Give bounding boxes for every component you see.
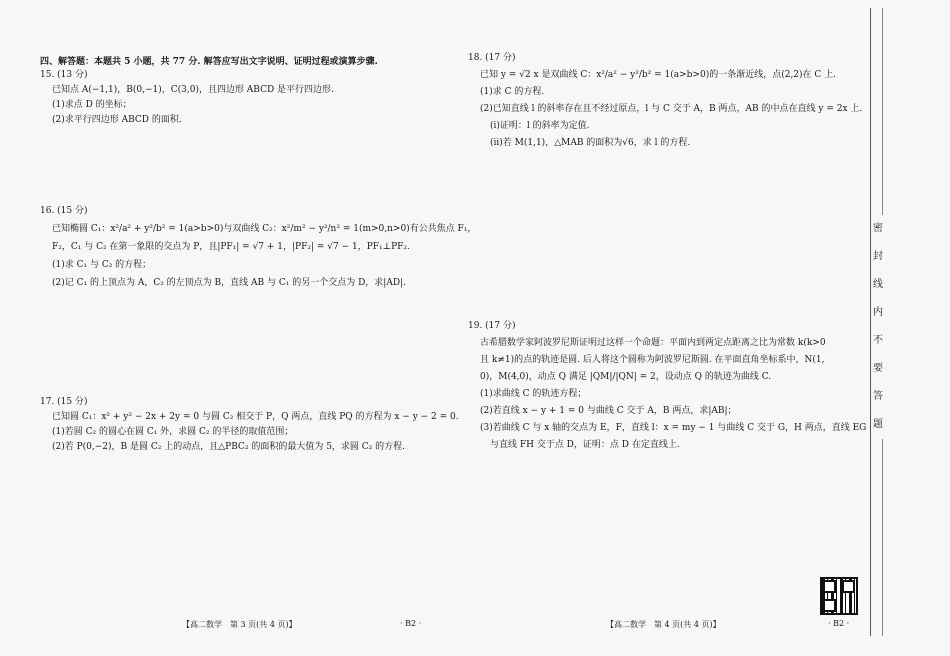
seal-char: 密 — [873, 223, 883, 234]
q17-part1: (1)若圆 C₂ 的圆心在圆 C₁ 外，求圆 C₂ 的半径的取值范围； — [52, 427, 294, 437]
question-16 — [40, 202, 476, 292]
q16-title: 16. (15 分) — [40, 206, 88, 216]
q19-part2: (2)若直线 x − y + 1 = 0 与曲线 C 交于 A，B 两点，求|AB|； — [480, 406, 737, 416]
question-18 — [468, 50, 862, 152]
footer-left-code: · B2 · — [400, 619, 422, 628]
seal-char: 封 — [873, 251, 883, 262]
q16-part2: (2)记 C₁ 的上顶点为 A，C₂ 的左顶点为 B，直线 AB 与 C₁ 的另一个交点为 D，求|AD|. — [52, 278, 406, 288]
seal-char: 答 — [873, 391, 883, 402]
q18-part2-i: (i)证明：l 的斜率为定值. — [490, 121, 590, 131]
question-19 — [468, 318, 866, 454]
binding-line — [870, 8, 871, 636]
q18-title: 18. (17 分) — [468, 53, 516, 63]
footer-left: 【高二数学 第 3 页(共 4 页)】 — [182, 620, 297, 629]
q19-part3-line1: (3)若曲线 C 与 x 轴的交点为 E，F，直线 l：x = my − 1 与曲线 C 交于 G，H 两点，直线 EG — [480, 423, 867, 433]
q19-stem-line2: 且 k≠1)的点的轨迹是圆. 后人将这个圆称为阿波罗尼斯圆. 在平面直角坐标系中，N(1, — [480, 355, 825, 365]
seal-line-notice — [872, 215, 884, 439]
section-header: 四、解答题：本题共 5 小题，共 77 分. 解答应写出文字说明、证明过程或演算步骤. — [40, 57, 378, 67]
q16-stem-line2: F₂，C₁ 与 C₂ 在第一象限的交点为 P，且|PF₁| = √7 + 1，|PF₂| = √7 − 1，PF₁⊥PF₂. — [52, 242, 410, 252]
seal-char: 线 — [873, 279, 883, 290]
question-17 — [40, 395, 459, 455]
q15-title: 15. (13 分) — [40, 70, 88, 80]
q16-part1: (1)求 C₁ 与 C₂ 的方程； — [52, 260, 152, 270]
q17-stem: 已知圆 C₁：x² + y² − 2x + 2y = 0 与圆 C₂ 相交于 P，Q 两点，直线 PQ 的方程为 x − y − 2 = 0. — [52, 412, 459, 422]
q17-part2: (2)若 P(0,−2)，B 是圆 C₂ 上的动点，且△PBC₂ 的面积的最大值为 5，求圆 C₂ 的方程. — [52, 442, 406, 452]
q15-part1: (1)求点 D 的坐标； — [52, 100, 132, 110]
footer-right-code: · B2 · — [828, 619, 850, 628]
q16-stem-line1: 已知椭圆 C₁：x²/a² + y²/b² = 1(a>b>0)与双曲线 C₂：x²/m² − y²/n² = 1(m>0,n>0)有公共焦点 F₁， — [52, 224, 477, 234]
q19-stem-line1: 古希腊数学家阿波罗尼斯证明过这样一个命题：平面内到两定点距离之比为常数 k(k>0 — [480, 338, 826, 348]
q19-part1: (1)求曲线 C 的轨迹方程； — [480, 389, 587, 399]
q19-stem-line3: 0)，M(4,0)，动点 Q 满足 |QM|/|QN| = 2，设动点 Q 的轨迹为曲线 C. — [480, 372, 772, 382]
seal-char: 内 — [873, 307, 883, 318]
question-15 — [40, 68, 334, 128]
seal-char: 要 — [873, 363, 883, 374]
q18-stem: 已知 y = √2 x 是双曲线 C：x²/a² − y²/b² = 1(a>b>0)的一条渐近线，点(2,2)在 C 上. — [480, 70, 837, 80]
qr-code-icon — [820, 577, 858, 615]
footer-right: 【高二数学 第 4 页(共 4 页)】 — [606, 620, 721, 629]
q18-part2: (2)已知直线 l 的斜率存在且不经过原点，l 与 C 交于 A，B 两点，AB 的中点在直线 y = 2x 上. — [480, 104, 863, 114]
q18-part2-ii: (ii)若 M(1,1)，△MAB 的面积为√6，求 l 的方程. — [490, 138, 691, 148]
seal-char: 题 — [873, 419, 883, 430]
seal-char: 不 — [873, 335, 883, 346]
q19-title: 19. (17 分) — [468, 321, 516, 331]
q18-part1: (1)求 C 的方程. — [480, 87, 545, 97]
q17-title: 17. (15 分) — [40, 397, 88, 407]
q19-part3-line2: 与直线 FH 交于点 D，证明：点 D 在定直线上. — [490, 440, 680, 450]
q15-part2: (2)求平行四边形 ABCD 的面积. — [52, 115, 182, 125]
q15-stem: 已知点 A(−1,1)，B(0,−1)，C(3,0)，且四边形 ABCD 是平行四边形. — [52, 85, 334, 95]
